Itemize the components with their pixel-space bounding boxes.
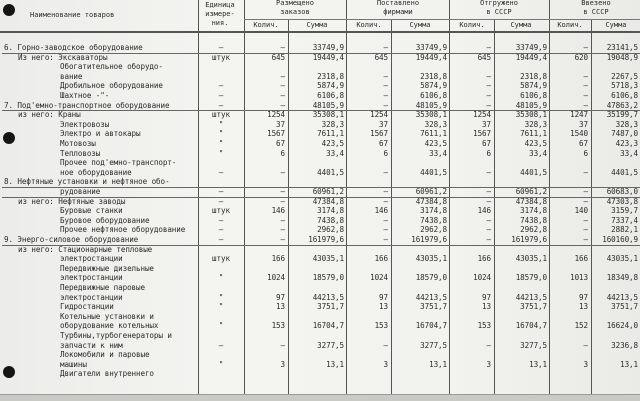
cell-s2: 43035,1 [415,254,447,264]
header-name: Наименование товаров [30,11,115,19]
row-name: из него: Краны [18,110,81,120]
row-name: Из него: Экскаваторы [18,52,108,62]
cell-q3: – [486,235,491,244]
header-sum-shipped: Сумма [510,21,532,29]
row-name: из него: Стационарные тепловые [18,244,153,254]
cell-u: " [218,302,224,312]
cell-s4: 16624,0 [606,321,638,331]
row-name: рудование [60,187,101,196]
cell-q3: 1024 [473,273,491,283]
cell-s4: 33,4 [620,148,638,158]
cell-q2: 1254 [370,110,388,120]
cell-s1: 7611,1 [317,129,344,139]
cell-u: " [218,139,224,148]
cell-q3: 1254 [473,110,491,120]
cell-q4: – [583,215,588,225]
cell-s2: 3751,7 [420,302,447,312]
cell-s4: 328,3 [615,119,638,129]
header-imported-1: Ввезено [581,0,611,7]
cell-q4: 6 [583,148,588,158]
row-name: Передвижные дизельные [60,263,154,273]
cell-q4: 67 [579,139,588,148]
cell-q2: 1567 [370,129,388,139]
row-name: Электро и автокары [60,129,141,139]
header-sum-imported: Сумма [605,21,627,29]
cell-q2: 13 [379,302,388,312]
cell-q3: – [486,167,491,177]
cell-q1: 166 [271,254,285,264]
cell-s4: 60683,0 [606,187,638,196]
col-divider [346,0,347,398]
cell-s1: 5874,9 [317,81,344,91]
cell-s2: 161979,6 [411,235,447,244]
cell-s4: 35199,7 [606,110,638,120]
cell-q1: – [280,100,285,110]
cell-q4: 1247 [570,110,588,120]
scan-edge [0,394,640,401]
cell-q1: – [280,215,285,225]
cell-q4: 37 [579,119,588,129]
cell-q4: 13 [579,302,588,312]
cell-q3: – [486,91,491,100]
cell-q1: – [280,196,285,206]
cell-q1: – [280,340,285,350]
header-sum-placed: Сумма [306,21,328,29]
cell-s4: 6106,8 [611,91,638,100]
cell-s2: 6106,8 [420,91,447,100]
cell-s3: 18579,0 [515,273,547,283]
header-qty-shipped: Колич. [459,21,485,29]
cell-s4: 3159,7 [611,206,638,216]
row-name: 9. Энерго-силовое оборудование [4,235,139,244]
cell-q4: 3 [583,359,588,369]
cell-s4: 13,1 [620,359,638,369]
row-name: электростанции [60,292,123,302]
cell-s4: 7337,4 [611,215,638,225]
cell-q2: – [383,340,388,350]
header-delivered-2: фирмами [383,8,413,16]
cell-q2: – [383,167,388,177]
row-name: Двигатели внутреннего [60,369,154,379]
cell-s1: 35308,1 [312,110,344,120]
cell-s2: 33,4 [429,148,447,158]
cell-s1: 4401,5 [317,167,344,177]
cell-u: – [218,91,224,100]
header-unit-1: Единица [205,1,235,9]
cell-q1: 97 [276,292,285,302]
row-name: Мотовозы [60,139,96,148]
cell-q2: 1024 [370,273,388,283]
cell-s4: 19048,9 [606,52,638,62]
cell-s3: 44213,5 [515,292,547,302]
cell-s3: 19449,4 [515,52,547,62]
cell-s3: 43035,1 [515,254,547,264]
cell-u: " [218,273,224,283]
cell-s3: 7438,8 [520,215,547,225]
cell-s4: 2882,1 [611,225,638,235]
row-name: машины [60,359,87,369]
cell-s4: 7487,0 [611,129,638,139]
cell-q2: – [383,215,388,225]
cell-q2: 166 [374,254,388,264]
cell-q3: – [486,187,491,196]
cell-s4: 5718,3 [611,81,638,91]
cell-q2: 3 [383,359,388,369]
cell-q3: 146 [477,206,491,216]
cell-q2: – [383,235,388,244]
cell-u: – [218,196,224,206]
punch-hole-icon [3,4,15,16]
cell-q3: 153 [477,321,491,331]
cell-s2: 16704,7 [415,321,447,331]
cell-s2: 19449,4 [415,52,447,62]
row-name: запчасти к ним [60,340,123,350]
cell-q4: – [583,100,588,110]
cell-q2: – [383,187,388,196]
cell-q4: – [583,71,588,81]
header-qty-imported: Колич. [557,21,583,29]
cell-u: " [218,119,224,129]
cell-q1: – [280,187,285,196]
header-bottom-rule [0,31,640,33]
cell-s1: 13,1 [326,359,344,369]
cell-q1: – [280,167,285,177]
cell-q4: – [583,187,588,196]
cell-q2: 153 [374,321,388,331]
cell-s1: 6106,8 [317,91,344,100]
cell-s4: 423,3 [615,139,638,148]
cell-s4: 47863,2 [606,100,638,110]
cell-q3: – [486,81,491,91]
row-name: вание [60,71,83,81]
cell-s2: 328,3 [424,119,447,129]
cell-s3: 35308,1 [515,110,547,120]
header-placed-2: заказов [280,8,310,16]
header-imported-2: в СССР [583,8,609,16]
cell-u: штук [212,52,230,62]
cell-s2: 5874,9 [420,81,447,91]
cell-u: " [218,321,224,331]
cell-u: " [218,129,224,139]
cell-q1: – [280,81,285,91]
cell-q2: – [383,71,388,81]
cell-s2: 7611,1 [420,129,447,139]
row-name: Дробильное оборудование [60,81,163,91]
cell-q3: – [486,340,491,350]
row-name: Буровое оборудование [60,215,150,225]
cell-s3: 4401,5 [520,167,547,177]
cell-q1: 1567 [267,129,285,139]
row-name: 6. Горно-заводское оборудование [4,43,143,52]
cell-q2: 97 [379,292,388,302]
cell-s3: 33,4 [529,148,547,158]
cell-q2: 37 [379,119,388,129]
cell-q4: – [583,196,588,206]
cell-s2: 7438,8 [420,215,447,225]
cell-s1: 33749,9 [312,43,344,52]
cell-s3: 13,1 [529,359,547,369]
row-name: 7. Под'емно-транспортное оборудование [4,100,170,110]
header-delivered-1: Поставлено [376,0,420,7]
cell-s1: 328,3 [321,119,344,129]
cell-u: – [218,43,224,52]
cell-s3: 6106,8 [520,91,547,100]
cell-q3: – [486,43,491,52]
cell-q1: – [280,71,285,81]
cell-s2: 3277,5 [420,340,447,350]
col-divider [391,19,392,398]
header-qty-delivered: Колич. [356,21,382,29]
cell-s4: 47303,8 [606,196,638,206]
cell-s4: 23141,5 [606,43,638,52]
cell-q3: – [486,225,491,235]
header-shipped-1: Отгружено [480,0,518,7]
header-placed-1: Размещено [276,0,314,7]
cell-s2: 2318,8 [420,71,447,81]
cell-s1: 423,5 [321,139,344,148]
cell-q3: 37 [482,119,491,129]
cell-s2: 33749,9 [415,43,447,52]
cell-q2: – [383,81,388,91]
cell-s3: 2962,8 [520,225,547,235]
cell-q1: – [280,43,285,52]
cell-u: – [218,215,224,225]
cell-q1: 1254 [267,110,285,120]
cell-s3: 16704,7 [515,321,547,331]
cell-s4: 18349,8 [606,273,638,283]
cell-s3: 328,3 [524,119,547,129]
row-name: Котельные установки и [60,311,154,321]
cell-q2: 645 [374,52,388,62]
cell-s3: 7611,1 [520,129,547,139]
header-rule [244,19,640,20]
row-name: Гидростанции [60,302,114,312]
cell-u: – [218,340,224,350]
col-divider [449,0,450,398]
cell-u: – [218,100,224,110]
cell-s4: 3236,8 [611,340,638,350]
row-name: оборудование котельных [60,321,159,331]
cell-q3: 13 [482,302,491,312]
cell-q1: 153 [271,321,285,331]
cell-s2: 35308,1 [415,110,447,120]
cell-s4: 2267,5 [611,71,638,81]
cell-q1: 13 [276,302,285,312]
cell-q1: 67 [276,139,285,148]
cell-s2: 18579,0 [415,273,447,283]
cell-q2: – [383,225,388,235]
cell-q3: 67 [482,139,491,148]
cell-s1: 3277,5 [317,340,344,350]
cell-s1: 161979,6 [308,235,344,244]
cell-s2: 60961,2 [415,187,447,196]
cell-s2: 13,1 [429,359,447,369]
cell-s1: 3174,8 [317,206,344,216]
header-shipped-2: в СССР [486,8,512,16]
row-name: Шахтное -"- [60,91,110,100]
cell-q1: – [280,235,285,244]
row-name: Турбины,турбогенераторы и [60,331,172,340]
cell-s3: 47384,8 [515,196,547,206]
cell-q4: – [583,225,588,235]
cell-u: – [218,81,224,91]
cell-s3: 48105,9 [515,100,547,110]
punch-hole-icon [3,366,15,378]
cell-s4: 4401,5 [611,167,638,177]
cell-u: штук [212,254,230,264]
row-name: Тепловозы [60,148,101,158]
cell-q3: – [486,215,491,225]
row-name: Передвижные паровые [60,283,145,292]
row-name: электростанции [60,254,123,264]
cell-u: " [218,148,224,158]
cell-s1: 19449,4 [312,52,344,62]
cell-u: – [218,187,224,196]
cell-u: – [218,167,224,177]
cell-q2: – [383,100,388,110]
cell-s3: 3277,5 [520,340,547,350]
col-divider [288,19,289,398]
cell-q3: 166 [477,254,491,264]
cell-u: штук [212,110,230,120]
cell-s1: 60961,2 [312,187,344,196]
cell-q4: 166 [574,254,588,264]
cell-s1: 43035,1 [312,254,344,264]
cell-q2: – [383,196,388,206]
cell-q3: 3 [486,359,491,369]
header-sum-delivered: Сумма [409,21,431,29]
cell-u: " [218,359,224,369]
row-name: Электровозы [60,119,110,129]
cell-q4: 152 [574,321,588,331]
cell-s4: 160160,9 [602,235,638,244]
cell-u: – [218,235,224,244]
cell-s4: 3751,7 [611,302,638,312]
cell-q4: – [583,167,588,177]
cell-q1: 1024 [267,273,285,283]
row-name: ное оборудование [60,167,132,177]
cell-q2: 146 [374,206,388,216]
cell-s2: 3174,8 [420,206,447,216]
cell-s1: 48105,9 [312,100,344,110]
cell-s3: 5874,9 [520,81,547,91]
cell-q3: – [486,100,491,110]
cell-s1: 44213,5 [312,292,344,302]
cell-s3: 423,5 [524,139,547,148]
header-qty-placed: Колич. [253,21,279,29]
row-name: 8. Нефтяные установки и нефтяное обо- [4,177,170,187]
cell-u: – [218,225,224,235]
cell-s1: 7438,8 [317,215,344,225]
cell-q4: 140 [574,206,588,216]
cell-q3: 1567 [473,129,491,139]
cell-q3: 6 [486,148,491,158]
cell-s2: 48105,9 [415,100,447,110]
cell-s2: 44213,5 [415,292,447,302]
header-unit-2: измере- [205,10,235,18]
row-name: Буровые станки [60,206,123,216]
cell-s3: 161979,6 [511,235,547,244]
cell-q1: – [280,91,285,100]
row-name: Прочее под'емно-транспорт- [60,158,177,168]
cell-s2: 47384,8 [415,196,447,206]
cell-s1: 18579,0 [312,273,344,283]
cell-q4: – [583,340,588,350]
cell-s1: 16704,7 [312,321,344,331]
row-name: Локомобили и паровые [60,350,150,360]
cell-s1: 2318,8 [317,71,344,81]
cell-s3: 2318,8 [520,71,547,81]
row-name: Обогатительное оборудо- [60,62,163,72]
cell-s2: 2962,8 [420,225,447,235]
cell-u: штук [212,206,230,216]
cell-q3: 97 [482,292,491,302]
cell-s3: 3174,8 [520,206,547,216]
cell-s2: 4401,5 [420,167,447,177]
cell-q1: 146 [271,206,285,216]
cell-q1: 645 [271,52,285,62]
row-name: Прочее нефтяное оборудование [60,225,186,235]
cell-u: " [218,292,224,302]
cell-q1: – [280,225,285,235]
cell-s1: 47384,8 [312,196,344,206]
cell-q4: – [583,81,588,91]
header-unit-3: ния. [211,19,229,27]
cell-s3: 33749,9 [515,43,547,52]
cell-q2: 67 [379,139,388,148]
cell-q2: – [383,43,388,52]
cell-s4: 43035,1 [606,254,638,264]
cell-s1: 33,4 [326,148,344,158]
cell-q4: 1013 [570,273,588,283]
cell-s3: 3751,7 [520,302,547,312]
punch-hole-icon [3,132,15,144]
cell-q1: 37 [276,119,285,129]
cell-q4: – [583,43,588,52]
cell-q4: 97 [579,292,588,302]
cell-q4: – [583,91,588,100]
cell-s1: 2962,8 [317,225,344,235]
cell-q3: – [486,196,491,206]
cell-q3: 645 [477,52,491,62]
cell-s3: 60961,2 [515,187,547,196]
cell-q2: – [383,91,388,100]
cell-q4: – [583,235,588,244]
cell-q3: – [486,71,491,81]
cell-q1: 6 [280,148,285,158]
cell-s1: 3751,7 [317,302,344,312]
cell-q1: 3 [280,359,285,369]
row-name: электростанции [60,273,123,283]
cell-s4: 44213,5 [606,292,638,302]
cell-q4: 620 [574,52,588,62]
row-name: из него: Нефтяные заводы [18,196,126,206]
cell-s2: 423,5 [424,139,447,148]
cell-q2: 6 [383,148,388,158]
cell-q4: 1540 [570,129,588,139]
